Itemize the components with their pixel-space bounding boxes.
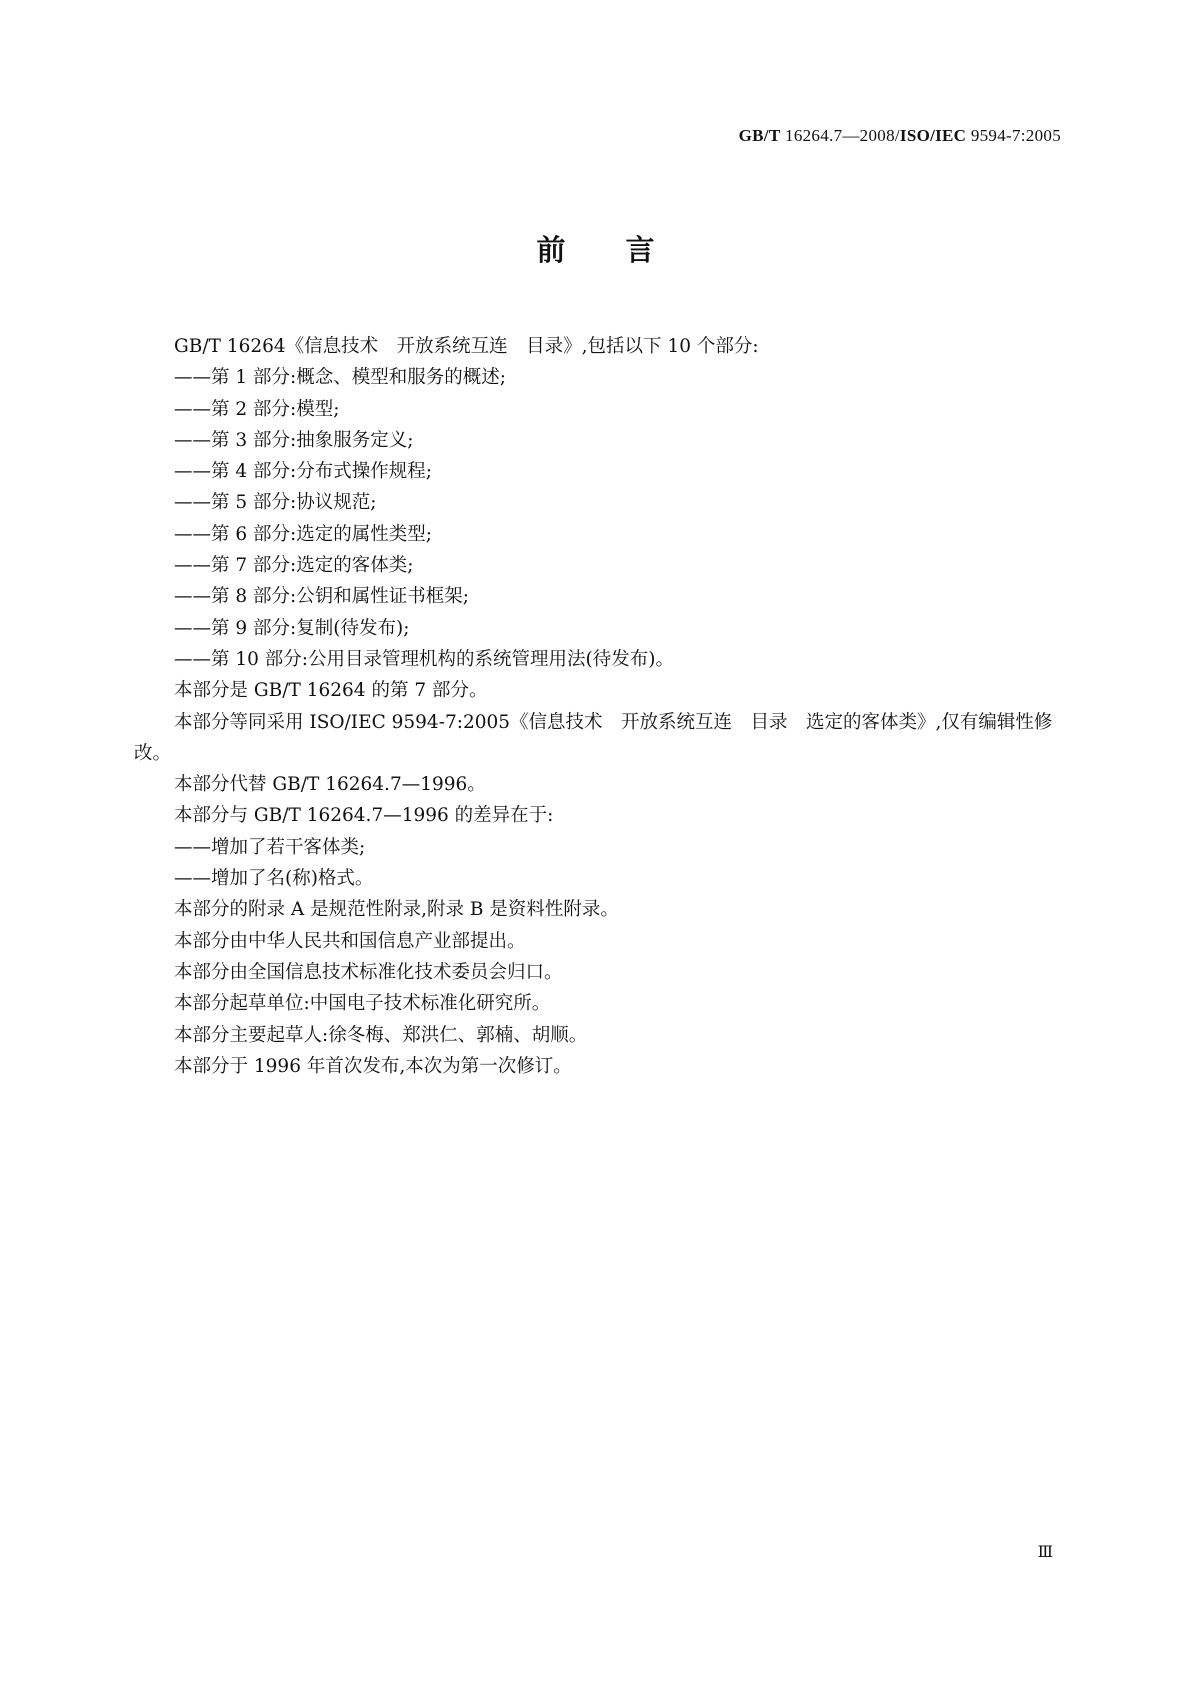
list-item: ——第 5 部分:协议规范; [174, 492, 377, 514]
page-number: Ⅲ [1037, 1544, 1053, 1561]
paragraph: 本部分于 1996 年首次发布,本次为第一次修订。 [174, 1055, 572, 1077]
list-item: ——第 2 部分:模型; [174, 398, 340, 420]
header-code-part-2: 16264.7—2008/ [780, 126, 900, 145]
list-item: ——增加了名(称)格式。 [174, 868, 374, 890]
list-item: ——第 7 部分:选定的客体类; [174, 555, 414, 577]
list-item: ——第 9 部分:复制(待发布); [174, 617, 410, 639]
list-item: ——第 4 部分:分布式操作规程; [174, 461, 432, 483]
list-item: ——第 1 部分:概念、模型和服务的概述; [174, 367, 506, 389]
paragraph: 本部分代替 GB/T 16264.7—1996。 [174, 774, 486, 796]
document-code-header [739, 126, 1061, 146]
list-item: ——第 6 部分:选定的属性类型; [174, 523, 432, 545]
paragraph: 本部分等同采用 ISO/IEC 9594-7:2005《信息技术 开放系统互连 目录 选定的客体类》,仅有编辑性修改。 [134, 711, 1053, 764]
paragraph: 本部分的附录 A 是规范性附录,附录 B 是资料性附录。 [174, 899, 619, 921]
list-item: ——第 3 部分:抽象服务定义; [174, 429, 414, 451]
header-code-part-1: GB/T [738, 126, 781, 145]
preface-body [134, 331, 1059, 1082]
page-title: 前言 [536, 233, 715, 267]
list-item: ——第 10 部分:公用目录管理机构的系统管理用法(待发布)。 [174, 648, 674, 670]
paragraph: 本部分起草单位:中国电子技术标准化研究所。 [174, 993, 551, 1015]
paragraph: 本部分是 GB/T 16264 的第 7 部分。 [174, 680, 488, 702]
paragraph: 本部分与 GB/T 16264.7—1996 的差异在于: [174, 805, 554, 827]
header-code-part-4: 9594-7:2005 [966, 126, 1061, 145]
list-item: ——增加了若干客体类; [174, 836, 366, 858]
header-code-part-3: ISO/IEC [899, 126, 967, 145]
paragraph: 本部分主要起草人:徐冬梅、郑洪仁、郭楠、胡顺。 [174, 1024, 588, 1046]
list-item: ——第 8 部分:公钥和属性证书框架; [174, 586, 469, 608]
paragraph: 本部分由中华人民共和国信息产业部提出。 [174, 930, 526, 952]
paragraph: 本部分由全国信息技术标准化技术委员会归口。 [174, 961, 563, 983]
paragraph: GB/T 16264《信息技术 开放系统互连 目录》,包括以下 10 个部分: [174, 336, 759, 357]
